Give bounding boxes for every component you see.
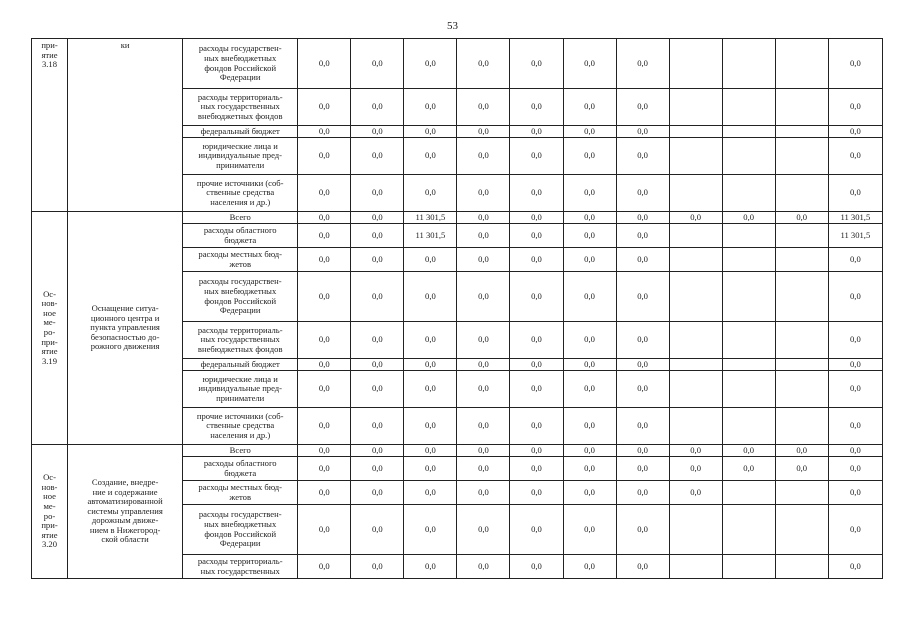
funding-source-cell: расходы территориаль- ных государственных внебюджетных фондов	[183, 322, 298, 359]
value-cell	[775, 359, 828, 371]
value-cell: 0,0	[616, 89, 669, 126]
value-cell: 0,0	[404, 89, 457, 126]
value-cell: 0,0	[457, 505, 510, 555]
value-cell: 0,0	[510, 359, 563, 371]
value-cell: 0,0	[828, 445, 882, 457]
value-cell: 0,0	[616, 457, 669, 481]
value-cell	[722, 224, 775, 248]
table-row	[32, 212, 883, 224]
value-cell	[669, 248, 722, 272]
value-cell: 0,0	[457, 175, 510, 212]
value-cell: 0,0	[563, 505, 616, 555]
funding-source-cell: федеральный бюджет	[183, 359, 298, 371]
table-row	[32, 39, 883, 89]
value-cell: 0,0	[351, 224, 404, 248]
value-cell: 0,0	[457, 248, 510, 272]
value-cell: 0,0	[616, 272, 669, 322]
value-cell	[722, 89, 775, 126]
value-cell	[722, 371, 775, 408]
value-cell: 0,0	[510, 248, 563, 272]
value-cell: 0,0	[828, 322, 882, 359]
value-cell	[775, 322, 828, 359]
value-cell: 0,0	[616, 555, 669, 579]
activity-number-cell: Ос- нов- ное ме- ро- при- ятие 3.20	[32, 445, 68, 579]
value-cell: 0,0	[298, 505, 351, 555]
funding-source-cell: юридические лица и индивидуальные пред- приниматели	[183, 371, 298, 408]
value-cell	[722, 505, 775, 555]
value-cell: 0,0	[828, 138, 882, 175]
value-cell: 0,0	[351, 481, 404, 505]
value-cell: 0,0	[351, 272, 404, 322]
value-cell: 0,0	[563, 359, 616, 371]
value-cell: 0,0	[828, 457, 882, 481]
value-cell: 0,0	[404, 481, 457, 505]
value-cell: 0,0	[351, 89, 404, 126]
value-cell: 0,0	[404, 175, 457, 212]
value-cell: 0,0	[775, 212, 828, 224]
value-cell: 0,0	[616, 481, 669, 505]
value-cell: 0,0	[457, 322, 510, 359]
value-cell: 0,0	[404, 457, 457, 481]
value-cell	[775, 505, 828, 555]
value-cell: 0,0	[298, 89, 351, 126]
funding-source-cell: Всего	[183, 445, 298, 457]
value-cell: 0,0	[510, 272, 563, 322]
value-cell: 0,0	[563, 371, 616, 408]
funding-source-cell: федеральный бюджет	[183, 126, 298, 138]
value-cell: 0,0	[298, 408, 351, 445]
funding-source-cell: прочие источники (соб- ственные средства населения и др.)	[183, 175, 298, 212]
value-cell: 0,0	[828, 175, 882, 212]
value-cell: 0,0	[510, 445, 563, 457]
value-cell	[775, 175, 828, 212]
value-cell: 0,0	[298, 126, 351, 138]
value-cell: 0,0	[563, 408, 616, 445]
value-cell: 0,0	[828, 505, 882, 555]
value-cell: 0,0	[616, 224, 669, 248]
page-number: 53	[447, 20, 458, 32]
value-cell: 0,0	[404, 138, 457, 175]
value-cell: 0,0	[404, 39, 457, 89]
value-cell: 0,0	[298, 248, 351, 272]
value-cell: 11 301,5	[828, 212, 882, 224]
value-cell: 0,0	[298, 175, 351, 212]
value-cell	[775, 138, 828, 175]
funding-source-cell: расходы местных бюд- жетов	[183, 248, 298, 272]
value-cell: 0,0	[510, 555, 563, 579]
activity-description-cell: Создание, внедре- ние и содержание автоматизированной системы управления дорожным движе- нием в Нижегород- ской области	[68, 445, 183, 579]
value-cell: 0,0	[351, 322, 404, 359]
funding-source-cell: прочие источники (соб- ственные средства населения и др.)	[183, 408, 298, 445]
value-cell: 0,0	[457, 39, 510, 89]
value-cell: 0,0	[722, 212, 775, 224]
value-cell: 0,0	[563, 481, 616, 505]
value-cell: 0,0	[351, 212, 404, 224]
funding-source-cell: расходы территориаль- ных государственных внебюджетных фондов	[183, 89, 298, 126]
activity-description-cell: ки	[68, 39, 183, 212]
funding-source-cell: расходы областного бюджета	[183, 224, 298, 248]
funding-source-cell: расходы территориаль- ных государственных	[183, 555, 298, 579]
value-cell: 0,0	[828, 371, 882, 408]
value-cell: 0,0	[510, 481, 563, 505]
value-cell: 0,0	[563, 175, 616, 212]
value-cell: 0,0	[510, 408, 563, 445]
value-cell: 0,0	[457, 89, 510, 126]
value-cell: 0,0	[351, 445, 404, 457]
funding-source-cell: расходы государствен- ных внебюджетных фондов Российской Федерации	[183, 39, 298, 89]
value-cell	[669, 322, 722, 359]
value-cell: 0,0	[775, 445, 828, 457]
value-cell	[669, 224, 722, 248]
value-cell	[722, 555, 775, 579]
value-cell: 0,0	[457, 481, 510, 505]
value-cell: 0,0	[404, 505, 457, 555]
value-cell: 0,0	[298, 322, 351, 359]
value-cell: 0,0	[616, 322, 669, 359]
value-cell	[775, 272, 828, 322]
value-cell: 0,0	[510, 322, 563, 359]
value-cell	[669, 138, 722, 175]
value-cell: 0,0	[510, 126, 563, 138]
value-cell: 0,0	[457, 371, 510, 408]
value-cell	[669, 39, 722, 89]
value-cell	[722, 408, 775, 445]
value-cell: 0,0	[457, 212, 510, 224]
value-cell: 0,0	[404, 359, 457, 371]
value-cell: 0,0	[563, 322, 616, 359]
value-cell: 0,0	[404, 126, 457, 138]
value-cell: 0,0	[828, 481, 882, 505]
value-cell: 0,0	[404, 445, 457, 457]
activity-description-cell: Оснащение ситуа- ционного центра и пункта управления безопасностью до- рожного движения	[68, 212, 183, 445]
value-cell: 0,0	[616, 126, 669, 138]
value-cell: 0,0	[457, 445, 510, 457]
value-cell: 0,0	[351, 175, 404, 212]
value-cell	[722, 138, 775, 175]
value-cell	[722, 248, 775, 272]
value-cell: 0,0	[669, 457, 722, 481]
value-cell: 0,0	[510, 212, 563, 224]
value-cell: 0,0	[510, 371, 563, 408]
value-cell: 0,0	[404, 272, 457, 322]
activity-number-cell: Ос- нов- ное ме- ро- при- ятие 3.19	[32, 212, 68, 445]
value-cell: 0,0	[563, 126, 616, 138]
value-cell: 0,0	[351, 408, 404, 445]
value-cell: 0,0	[298, 481, 351, 505]
value-cell: 0,0	[616, 248, 669, 272]
value-cell: 0,0	[563, 445, 616, 457]
value-cell: 0,0	[457, 126, 510, 138]
value-cell	[722, 322, 775, 359]
value-cell	[669, 505, 722, 555]
value-cell: 0,0	[351, 126, 404, 138]
value-cell: 0,0	[298, 138, 351, 175]
table-row	[32, 445, 883, 457]
value-cell: 0,0	[563, 89, 616, 126]
value-cell: 0,0	[510, 505, 563, 555]
value-cell: 0,0	[298, 39, 351, 89]
value-cell	[722, 175, 775, 212]
value-cell: 0,0	[775, 457, 828, 481]
value-cell: 0,0	[404, 248, 457, 272]
funding-source-cell: расходы государствен- ных внебюджетных фондов Российской Федерации	[183, 505, 298, 555]
value-cell	[722, 272, 775, 322]
funding-source-cell: расходы государствен- ных внебюджетных фондов Российской Федерации	[183, 272, 298, 322]
value-cell: 0,0	[298, 457, 351, 481]
value-cell: 0,0	[828, 126, 882, 138]
value-cell	[669, 371, 722, 408]
value-cell	[722, 359, 775, 371]
value-cell: 0,0	[298, 445, 351, 457]
value-cell	[775, 39, 828, 89]
value-cell: 0,0	[616, 212, 669, 224]
value-cell: 0,0	[669, 481, 722, 505]
funding-source-cell: юридические лица и индивидуальные пред- приниматели	[183, 138, 298, 175]
value-cell	[669, 126, 722, 138]
value-cell	[775, 224, 828, 248]
activity-number-cell: при- ятие 3.18	[32, 39, 68, 212]
value-cell	[775, 555, 828, 579]
value-cell: 0,0	[457, 555, 510, 579]
funding-source-cell: расходы местных бюд- жетов	[183, 481, 298, 505]
value-cell: 0,0	[563, 555, 616, 579]
value-cell	[722, 126, 775, 138]
value-cell	[722, 39, 775, 89]
value-cell	[669, 89, 722, 126]
value-cell: 0,0	[510, 138, 563, 175]
value-cell	[775, 371, 828, 408]
value-cell: 0,0	[828, 272, 882, 322]
value-cell: 0,0	[616, 39, 669, 89]
value-cell: 0,0	[351, 138, 404, 175]
value-cell: 0,0	[510, 175, 563, 212]
value-cell: 0,0	[563, 272, 616, 322]
value-cell: 0,0	[404, 408, 457, 445]
value-cell: 0,0	[828, 248, 882, 272]
value-cell: 0,0	[457, 408, 510, 445]
value-cell: 0,0	[616, 445, 669, 457]
value-cell: 0,0	[404, 371, 457, 408]
value-cell	[775, 89, 828, 126]
value-cell	[669, 272, 722, 322]
value-cell	[669, 555, 722, 579]
value-cell	[669, 175, 722, 212]
value-cell	[669, 359, 722, 371]
value-cell: 0,0	[298, 224, 351, 248]
funding-source-cell: Всего	[183, 212, 298, 224]
value-cell: 11 301,5	[404, 224, 457, 248]
value-cell: 0,0	[828, 555, 882, 579]
value-cell	[775, 126, 828, 138]
value-cell: 0,0	[351, 359, 404, 371]
value-cell: 0,0	[298, 371, 351, 408]
value-cell: 0,0	[669, 445, 722, 457]
value-cell	[775, 248, 828, 272]
value-cell	[722, 481, 775, 505]
value-cell: 0,0	[351, 39, 404, 89]
value-cell: 0,0	[828, 89, 882, 126]
value-cell: 0,0	[828, 359, 882, 371]
value-cell: 0,0	[828, 408, 882, 445]
value-cell	[775, 408, 828, 445]
value-cell: 0,0	[404, 555, 457, 579]
value-cell: 0,0	[351, 505, 404, 555]
value-cell: 0,0	[563, 138, 616, 175]
value-cell: 0,0	[563, 212, 616, 224]
value-cell: 0,0	[351, 248, 404, 272]
value-cell: 0,0	[563, 224, 616, 248]
value-cell: 0,0	[669, 212, 722, 224]
value-cell: 0,0	[404, 322, 457, 359]
value-cell: 0,0	[351, 457, 404, 481]
value-cell: 0,0	[563, 39, 616, 89]
value-cell: 0,0	[616, 408, 669, 445]
value-cell: 11 301,5	[828, 224, 882, 248]
value-cell: 0,0	[510, 224, 563, 248]
value-cell: 0,0	[722, 445, 775, 457]
value-cell: 0,0	[298, 555, 351, 579]
value-cell	[669, 408, 722, 445]
funding-source-cell: расходы областного бюджета	[183, 457, 298, 481]
value-cell: 0,0	[616, 505, 669, 555]
value-cell: 0,0	[563, 248, 616, 272]
value-cell: 0,0	[616, 138, 669, 175]
value-cell: 0,0	[457, 272, 510, 322]
value-cell: 0,0	[298, 359, 351, 371]
value-cell: 0,0	[351, 555, 404, 579]
value-cell: 0,0	[510, 39, 563, 89]
value-cell	[775, 481, 828, 505]
funding-table	[31, 38, 883, 579]
value-cell: 0,0	[616, 359, 669, 371]
value-cell: 0,0	[563, 457, 616, 481]
value-cell: 0,0	[510, 89, 563, 126]
value-cell: 0,0	[510, 457, 563, 481]
value-cell: 0,0	[457, 138, 510, 175]
value-cell: 0,0	[457, 457, 510, 481]
value-cell: 0,0	[351, 371, 404, 408]
value-cell: 0,0	[616, 371, 669, 408]
value-cell: 11 301,5	[404, 212, 457, 224]
value-cell: 0,0	[616, 175, 669, 212]
value-cell: 0,0	[722, 457, 775, 481]
value-cell: 0,0	[298, 212, 351, 224]
value-cell: 0,0	[298, 272, 351, 322]
value-cell: 0,0	[457, 359, 510, 371]
value-cell: 0,0	[828, 39, 882, 89]
value-cell: 0,0	[457, 224, 510, 248]
